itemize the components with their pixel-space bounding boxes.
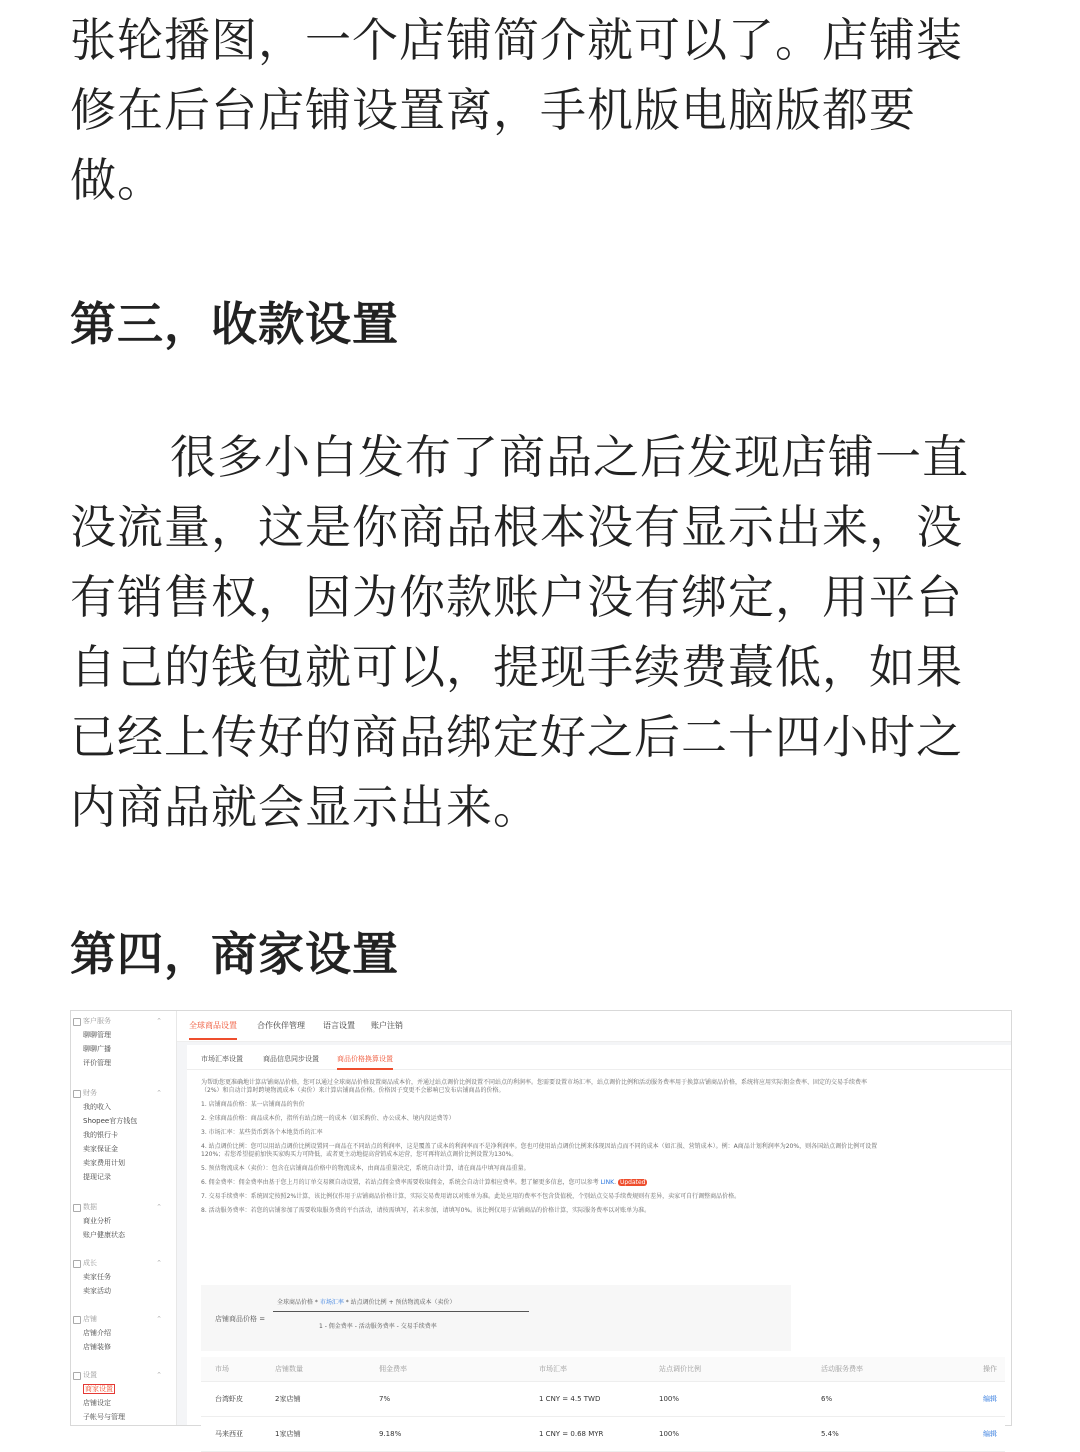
section-heading-merchant: 第四，商家设置 — [70, 927, 399, 981]
note-4: 4. 站点调价比例：您可以用站点调价比例设置同一商品在不同站点的利润率，这是覆盖了成本的利润率而不是净利润率。您也可使用站点调价比例来体现因站点而不同的成本（如汇损、营销成本）。例：A商品计划利润率为20%，则各国站点调价比例可设置 — [201, 1143, 878, 1150]
chevron-up-icon: ⌃ — [156, 1017, 162, 1025]
tab-language-settings[interactable]: 语言设置 — [323, 1021, 355, 1030]
sidebar-item[interactable]: 卖家活动 — [83, 1287, 111, 1295]
tab-partner-management[interactable]: 合作伙伴管理 — [257, 1021, 305, 1030]
table-cell: 1 CNY = 0.68 MYR — [539, 1430, 604, 1438]
note-intro-cont: （2%）和自动计算时跨境物流成本（卖价）来计算店铺商品价格。价格因子变更不会影响已发布店铺商品的价格。 — [201, 1087, 505, 1094]
fraction-line — [273, 1311, 529, 1312]
chevron-up-icon: ⌃ — [156, 1371, 162, 1379]
sidebar-item[interactable]: Shopee官方钱包 — [83, 1117, 138, 1125]
column-header: 店铺数量 — [275, 1365, 303, 1373]
price-formula — [201, 1285, 791, 1351]
table-cell: 9.18% — [379, 1430, 402, 1438]
market-table — [201, 1357, 1005, 1452]
sidebar-item[interactable]: 卖家任务 — [83, 1273, 111, 1281]
table-row — [201, 1417, 1005, 1452]
sidebar-item-merchant-settings[interactable] — [71, 1382, 176, 1396]
sidebar-group — [71, 1087, 176, 1184]
table-header — [201, 1357, 1005, 1382]
settings-panel — [187, 1045, 1011, 1438]
table-cell: 台湾虾皮 — [215, 1395, 243, 1403]
chevron-up-icon: ⌃ — [156, 1203, 162, 1211]
group-icon — [73, 1090, 81, 1098]
tab-account-deletion[interactable]: 账户注销 — [371, 1021, 403, 1030]
table-cell: 2家店铺 — [275, 1395, 301, 1403]
sidebar-group-title: 数据 — [83, 1203, 97, 1211]
formula-numerator-highlight: 市场汇率 — [319, 1299, 344, 1306]
note-7: 7. 交易手续费率：系统固定按照2%计算，该比例仅作用于店铺商品价格计算，实际交易费用请以对账单为准。此处应用的费率不包含货值税，个别站点交易手续费规则有差异，卖家可自行调整商品价格。 — [201, 1193, 741, 1200]
table-cell: 100% — [659, 1395, 680, 1403]
sidebar-item[interactable]: 卖家保证金 — [83, 1145, 118, 1153]
sidebar-item[interactable]: 子帐号与管理 — [83, 1413, 125, 1421]
edit-button[interactable]: 编辑 — [983, 1430, 997, 1438]
column-header: 市场 — [215, 1365, 229, 1373]
group-icon — [73, 1372, 81, 1380]
group-icon — [73, 1316, 81, 1324]
tab-product-sync[interactable]: 商品信息同步设置 — [263, 1055, 319, 1063]
sidebar-item[interactable]: 提现记录 — [83, 1173, 111, 1181]
table-row — [201, 1382, 1005, 1417]
note-4-cont: 120%；若您希望提前加快买家购买力可降低，或者更主动地提高营销成本运营，您可再将站点调价比例设置为130%。 — [201, 1151, 518, 1158]
sidebar-group-header[interactable] — [71, 1369, 176, 1382]
sidebar-item-label: 商家设置 — [85, 1385, 113, 1393]
sidebar-group-title: 成长 — [83, 1259, 97, 1267]
updated-badge: Updated — [619, 1179, 646, 1186]
price-notes — [201, 1079, 1007, 1221]
group-icon — [73, 1260, 81, 1268]
table-cell: 1 CNY = 4.5 TWD — [539, 1395, 601, 1403]
sidebar-item[interactable]: 聊聊广播 — [83, 1045, 111, 1053]
sidebar-group-header[interactable] — [71, 1087, 176, 1100]
formula-label: 店铺商品价格 = — [215, 1315, 266, 1323]
sidebar — [71, 1011, 177, 1425]
chevron-up-icon: ⌃ — [156, 1259, 162, 1267]
sidebar-item[interactable]: 评价管理 — [83, 1059, 111, 1067]
table-cell: 7% — [379, 1395, 391, 1403]
sub-tabs — [187, 1045, 1011, 1070]
chevron-up-icon: ⌃ — [156, 1315, 162, 1323]
formula-denominator: 1 - 佣金费率 - 活动服务费率 - 交易手续费率 — [319, 1323, 437, 1330]
sidebar-item[interactable]: 商业分析 — [83, 1217, 111, 1225]
payment-paragraph: 很多小白发布了商品之后发现店铺一直没流量，这是你商品根本没有显示出来，没有销售权，因为你款账户没有绑定，用平台自己的钱包就可以，提现手续费蕞低，如果已经上传好的商品绑定好之后二十四小时之内商品就会显示出来。 — [70, 430, 969, 834]
section-heading-payment: 第三，收款设置 — [70, 297, 399, 351]
note-intro: 为帮助您更准确地计算店铺商品价格，您可以通过全球商品价格设置商品成本价，并通过站点调价比例设置不同站点的利润率。您需要设置市场汇率，站点调价比例和活动服务费率用于换算店铺商品价格，系统将应用实际佣金费率、固定的交易手续费率 — [201, 1079, 868, 1086]
embedded-screenshot — [70, 1010, 1012, 1438]
sidebar-group-title: 店铺 — [83, 1315, 97, 1323]
edit-button[interactable]: 编辑 — [983, 1395, 997, 1403]
note-1: 1. 店铺商品价格：某一店铺商品的售价 — [201, 1101, 305, 1108]
column-header: 操作 — [983, 1365, 997, 1373]
sidebar-group — [71, 1313, 176, 1354]
note-6-link[interactable]: LINK — [600, 1179, 615, 1186]
sidebar-item[interactable]: 店铺设定 — [83, 1399, 111, 1407]
column-header: 佣金费率 — [379, 1365, 407, 1373]
note-6-text: 6. 佣金费率：佣金费率由基于您上月的订单交易额自动设置，若站点佣金费率需要收取佣金，系统会自动计算相应费率。想了解更多信息，您可以参考 — [201, 1179, 599, 1186]
sidebar-group-title: 财务 — [83, 1089, 97, 1097]
sidebar-group — [71, 1369, 176, 1424]
main-content — [177, 1011, 1011, 1438]
group-icon — [73, 1018, 81, 1026]
table-cell: 6% — [821, 1395, 833, 1403]
table-cell: 马来西亚 — [215, 1430, 243, 1438]
top-tabs — [177, 1011, 1011, 1042]
sidebar-group — [71, 1015, 176, 1070]
sidebar-item[interactable]: 店铺装修 — [83, 1343, 111, 1351]
sidebar-item[interactable]: 卖家费用计划 — [83, 1159, 125, 1167]
formula-numerator-post: * 站点调价比例 + 预估物流成本（卖价） — [343, 1299, 456, 1306]
formula-numerator — [277, 1297, 456, 1306]
sidebar-group-header[interactable] — [71, 1257, 176, 1270]
group-icon — [73, 1204, 81, 1212]
table-cell: 5.4% — [821, 1430, 839, 1438]
note-6: 6. 佣金费率：佣金费率由基于您上月的订单交易额自动设置，若站点佣金费率需要收取佣金，系统会自动计算相应费率。想了解更多信息，您可以参考 LINK. Updated — [201, 1179, 646, 1186]
sidebar-item[interactable]: 我的银行卡 — [83, 1131, 118, 1139]
sidebar-group — [71, 1201, 176, 1242]
sidebar-item[interactable]: 账户健康状态 — [83, 1231, 125, 1239]
column-header: 活动服务费率 — [821, 1365, 863, 1373]
formula-numerator-pre: 全球商品价格 * — [277, 1299, 320, 1306]
sidebar-group-header[interactable] — [71, 1015, 176, 1028]
tab-price-conversion[interactable]: 商品价格换算设置 — [337, 1055, 393, 1063]
note-3: 3. 市场汇率：某些货币到各个本地货币的汇率 — [201, 1129, 323, 1136]
tab-global-product-settings[interactable]: 全球商品设置 — [189, 1021, 237, 1030]
sidebar-item[interactable]: 我的收入 — [83, 1103, 111, 1111]
sidebar-item[interactable]: 聊聊管理 — [83, 1031, 111, 1039]
note-8: 8. 活动服务费率：若您的店铺参加了需要收取服务费的平台活动，请按需填写，若未参加，请填写0%。该比例仅用于店铺商品的价格计算，实际服务费率以对账单为准。 — [201, 1207, 651, 1214]
column-header: 市场汇率 — [539, 1365, 567, 1373]
sidebar-group — [71, 1257, 176, 1298]
table-cell: 1家店铺 — [275, 1430, 301, 1438]
table-cell: 100% — [659, 1430, 680, 1438]
sidebar-group-header[interactable] — [71, 1201, 176, 1214]
tab-market-exchange-rate[interactable]: 市场汇率设置 — [201, 1055, 243, 1063]
note-2: 2. 全球商品价格：商品成本价，指所有站点统一的成本（如采购价、办公成本、境内段运费等） — [201, 1115, 455, 1122]
sidebar-item[interactable]: 店铺介绍 — [83, 1329, 111, 1337]
sidebar-group-title: 客户服务 — [83, 1017, 111, 1025]
note-5: 5. 预估物流成本（卖价）：包含在店铺商品价格中的物流成本，由商品重量决定，系统自动计算，请在商品中填写商品重量。 — [201, 1165, 530, 1172]
sidebar-group-header[interactable] — [71, 1313, 176, 1326]
column-header: 站点调价比例 — [659, 1365, 701, 1373]
sidebar-group-title: 设置 — [83, 1371, 97, 1379]
chevron-up-icon: ⌃ — [156, 1089, 162, 1097]
intro-paragraph: 张轮播图，一个店铺简介就可以了。店铺装修在后台店铺设置离，手机版电脑版都要做。 — [70, 13, 963, 207]
